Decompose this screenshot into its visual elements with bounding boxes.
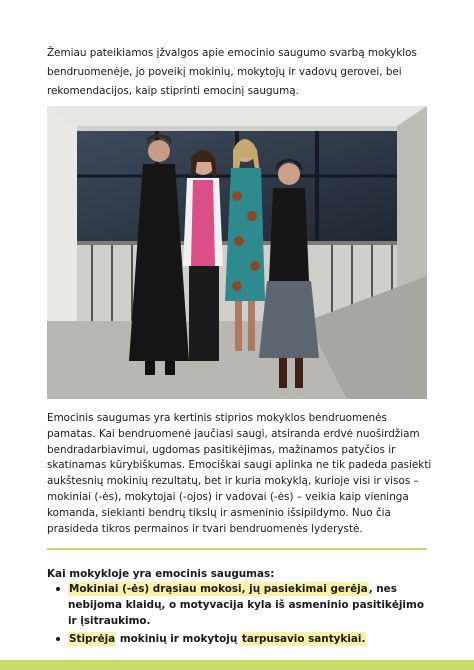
group-photo bbox=[47, 106, 427, 399]
intro-paragraph: Žemiau pateikiamos įžvalgos apie emocinio saugumo svarbą mokyklos bendruomenėje, jo poveikį mokinių, mokytojų ir vadovų gerovei, bei rekomendacijos, kaip stiprinti emocinį saugumą. bbox=[47, 47, 417, 97]
highlighted-text: tarpusavio santykiai. bbox=[241, 633, 366, 645]
list-item bbox=[56, 581, 428, 629]
item-text: mokinių ir mokytojų bbox=[116, 633, 241, 645]
highlighted-text: Stiprėja bbox=[69, 633, 116, 645]
bullet-icon bbox=[56, 587, 60, 591]
list-item bbox=[56, 631, 428, 647]
footer-band bbox=[0, 660, 474, 670]
item-text: , nes nebijoma klaidų, o motyvacija kyla iš asmeninio pasitikėjimo ir įsitraukimo. bbox=[68, 583, 424, 627]
benefits-list bbox=[56, 581, 428, 649]
photo-illustration bbox=[47, 106, 427, 399]
section-divider bbox=[47, 548, 427, 550]
list-title: Kai mokykloje yra emocinis saugumas: bbox=[47, 568, 275, 580]
body-paragraph: Emocinis saugumas yra kertinis stiprios mokyklos bendruomenės pamatas. Kai bendruomenė jaučiasi saugi, atsiranda erdvė nuoširdžiam bendradarbiavimui, ugdomas pasitikėjimas, mažinamos patyčios ir skatinamas kūrybiškumas. Emociškai saugi aplinka ne tik padeda pasiekti aukštesnių mokinių rezultatų, bet ir kuria mokyklą, kurioje visi ir visos – mokiniai (-ės), mokytojai (-ojos) ir vadovai (-ės) – veikia kaip vieninga komanda, siekianti bendrų tikslų ir asmeninio išsipildymo. Nuo čia prasideda tikros permainos ir tvari bendruomenės lyderystė. bbox=[47, 412, 432, 535]
bullet-icon bbox=[56, 637, 60, 641]
highlighted-text: Mokiniai (-ės) drąsiau mokosi, jų pasiekimai gerėja bbox=[69, 583, 368, 595]
